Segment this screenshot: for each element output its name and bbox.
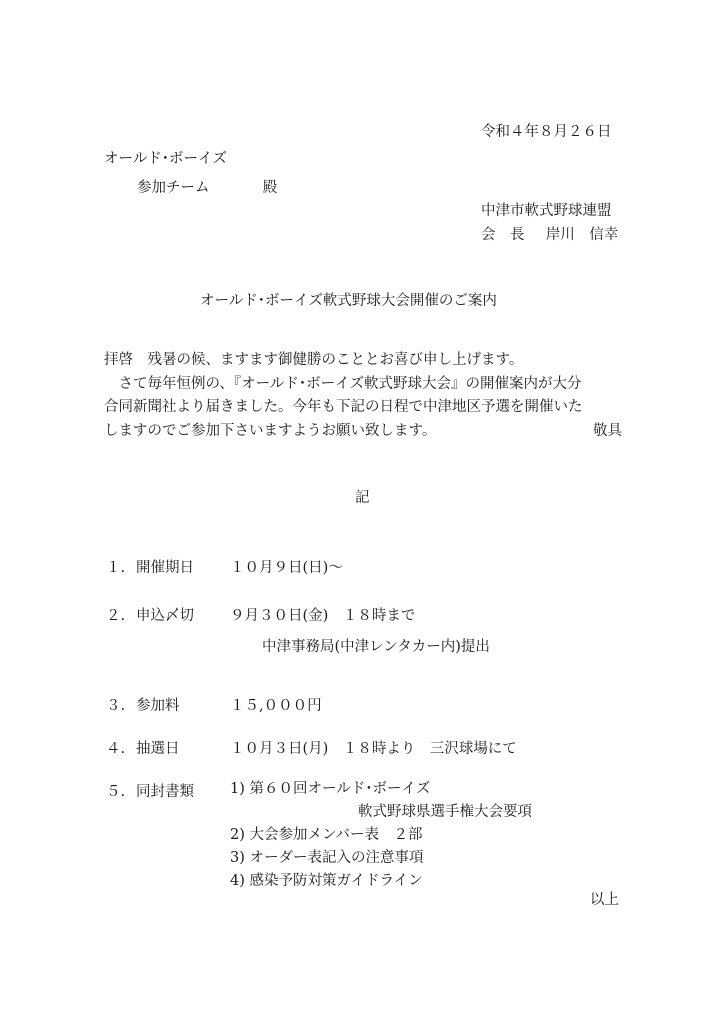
item-number: ４.: [106, 741, 126, 757]
honorific: 殿: [262, 180, 278, 196]
body-line-3: 合同新聞社より届きました。今年も下記の日程で中津地区予選を開催いた: [104, 399, 583, 415]
document-text: 感染予防対策ガイドライン: [249, 873, 423, 889]
document-1: [230, 780, 430, 798]
item-5: [106, 780, 230, 801]
document-2: [230, 826, 422, 844]
recipient-line2: [137, 179, 277, 197]
item-value: １０月９日(日)～: [230, 560, 343, 576]
ki-heading: 記: [355, 490, 370, 506]
item-4: [106, 737, 517, 758]
document-number: 3): [230, 850, 245, 866]
item-label: 参加料: [136, 698, 180, 714]
document-number: 1): [230, 781, 245, 797]
document-4: [230, 872, 423, 890]
sender-name: 岸川 信幸: [545, 227, 619, 243]
item-value: １５,０００円: [230, 698, 322, 714]
document-number: 4): [230, 873, 245, 889]
item-number: ２.: [106, 608, 126, 624]
document-text: 大会参加メンバー表 ２部: [249, 827, 423, 843]
item-number: １.: [106, 560, 126, 576]
item-number: ３.: [106, 698, 126, 714]
item-value: ９月３０日(金) １８時まで: [230, 608, 416, 624]
recipient-line1: オールド･ボーイズ: [104, 151, 227, 167]
item-number: ５.: [106, 784, 126, 800]
item-value: １０月３日(月) １８時より 三沢球場にて: [230, 741, 517, 757]
item-3: [106, 694, 322, 715]
body-line-4: [104, 420, 622, 444]
body-line-1: 拝啓 残暑の候、ますます御健勝のこととお喜び申し上げます。: [104, 352, 524, 368]
body-line-4-text: しますのでご参加下さいますようお願い致します。: [104, 422, 437, 439]
closing-keigu: 敬具: [593, 422, 622, 439]
sender-signature: [481, 226, 618, 244]
sender-title: 会 長: [481, 227, 525, 243]
document-text: オーダー表記入の注意事項: [249, 850, 424, 866]
item-label: 申込〆切: [136, 608, 194, 624]
item-2: [106, 604, 415, 625]
recipient-team: 参加チーム: [137, 180, 210, 196]
body-line-2: さて毎年恒例の、『オールド･ボーイズ軟式野球大会』の開催案内が大分: [104, 375, 582, 392]
document-1-continued: 軟式野球県選手権大会要項: [358, 804, 532, 820]
body-text: [104, 349, 622, 443]
sender-org: 中津市軟式野球連盟: [481, 203, 612, 219]
item-label: 抽選日: [136, 741, 180, 757]
document-title: オールド･ボーイズ軟式野球大会開催のご案内: [200, 293, 497, 309]
date: 令和４年８月２６日: [481, 124, 612, 140]
item-2-sub: 中津事務局(中津レンタカー内)提出: [262, 639, 490, 655]
document-number: 2): [230, 827, 245, 843]
item-label: 同封書類: [136, 784, 194, 800]
item-1: [106, 556, 343, 577]
document-text: 第６０回オールド･ボーイズ: [249, 781, 431, 797]
document-3: [230, 849, 424, 867]
closing-ijo: 以上: [590, 892, 619, 908]
item-label: 開催期日: [136, 560, 194, 576]
